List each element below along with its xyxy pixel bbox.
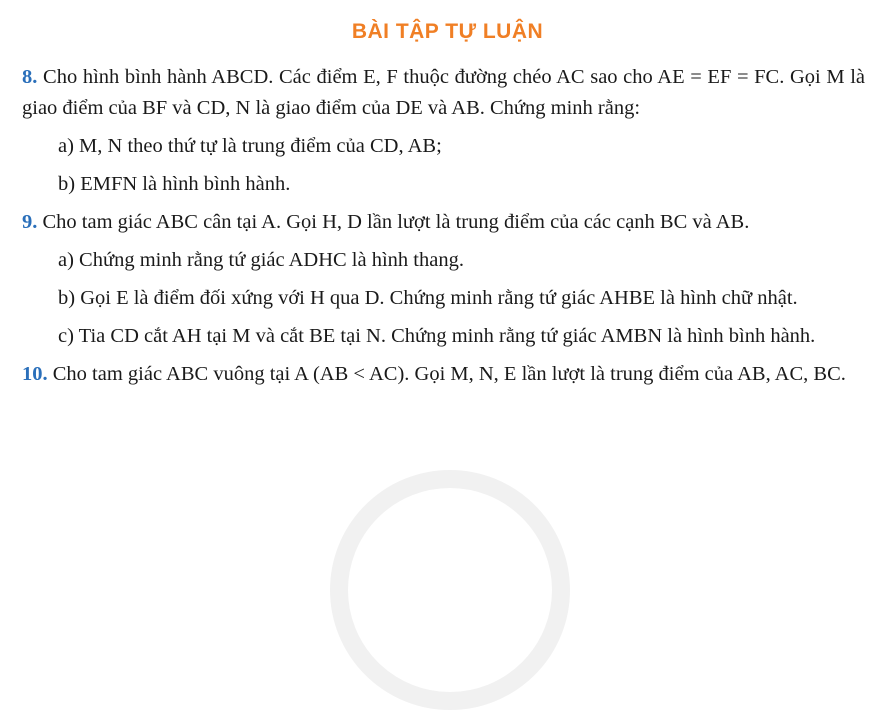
problem-9 <box>22 207 865 238</box>
problem-number: 8. <box>22 66 38 88</box>
problem-number: 10. <box>22 363 48 385</box>
problem-text: Cho tam giác ABC vuông tại A (AB < AC). Gọi M, N, E lần lượt là trung điểm của AB, AC, BC. <box>52 363 846 385</box>
problem-text: Cho hình bình hành ABCD. Các điểm E, F thuộc đường chéo AC sao cho AE = EF = FC. Gọi M là giao điểm của BF và CD, N là giao điểm của DE và AB. Chứng minh rằng: <box>22 66 866 119</box>
section-title: BÀI TẬP TỰ LUẬN <box>351 20 544 43</box>
exercise-list <box>22 62 865 390</box>
problem-10 <box>22 359 865 390</box>
problem-8-part-b: b) EMFN là hình bình hành. <box>58 173 291 195</box>
problem-9-part-a: a) Chứng minh rằng tứ giác ADHC là hình thang. <box>58 249 464 271</box>
problem-8 <box>22 62 865 124</box>
problem-text: Cho tam giác ABC cân tại A. Gọi H, D lần lượt là trung điểm của các cạnh BC và AB. <box>42 211 750 233</box>
problem-number: 9. <box>22 211 38 233</box>
problem-8-part-a: a) M, N theo thứ tự là trung điểm của CD, AB; <box>58 135 442 157</box>
problem-9-part-b: b) Gọi E là điểm đối xứng với H qua D. Chứng minh rằng tứ giác AHBE là hình chữ nhật. <box>58 287 798 309</box>
watermark-circle <box>330 470 570 710</box>
problem-9-part-c: c) Tia CD cắt AH tại M và cắt BE tại N. Chứng minh rằng tứ giác AMBN là hình bình hành. <box>58 325 816 347</box>
